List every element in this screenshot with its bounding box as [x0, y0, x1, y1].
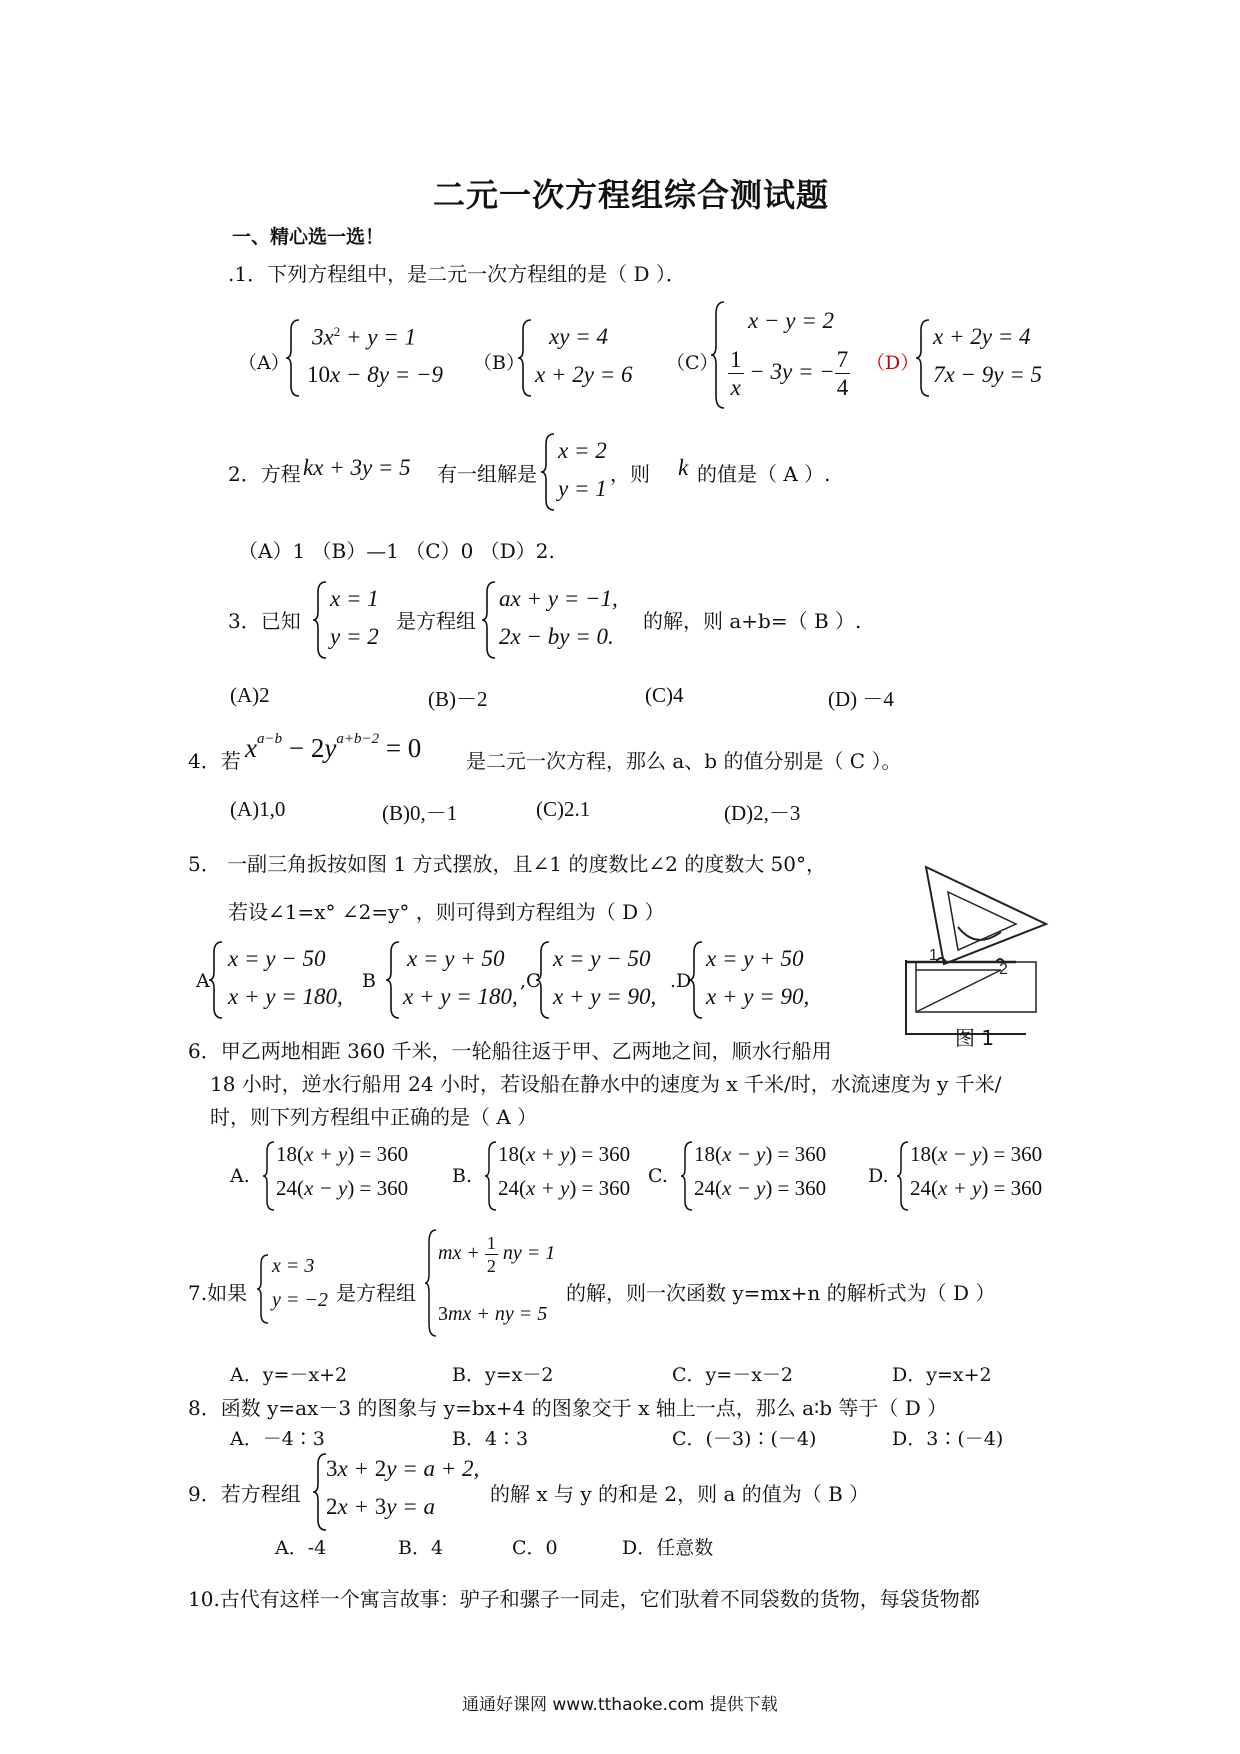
q4-option-c: (C)2.1: [536, 797, 591, 821]
page-title: 二元一次方程组综合测试题: [433, 176, 830, 214]
q4-option-a: (A)1,0: [230, 797, 286, 821]
q7-option-c: C．y=－x－2: [672, 1364, 793, 1386]
q9-option-b: B．4: [398, 1537, 444, 1559]
q1-label-b: （B）: [473, 352, 525, 374]
q2-stem-c: ，则: [610, 462, 650, 486]
q6-line-2: 18 小时，逆水行船用 24 小时，若设船在静水中的速度为 x 千米/时，水流速度为 y 千米/: [210, 1072, 1002, 1096]
q3-option-d: (D) －4: [828, 687, 894, 711]
q4-option-b: (B)0,－1: [382, 801, 458, 825]
q3-option-c: (C)4: [645, 683, 684, 707]
page-footer: 通通好课网 www.tthaoke.com 提供下载: [462, 1695, 778, 1715]
q8-option-a: A．－4∶3: [230, 1428, 325, 1450]
q4-stem-b: 是二元一次方程，那么 a、b 的值分别是（ C ）。: [466, 749, 902, 773]
q8-stem: 8．函数 y=ax－3 的图象与 y=bx+4 的图象交于 x 轴上一点，那么 a∶b 等于（ D ）: [188, 1396, 948, 1420]
q10-stem: 10.古代有这样一个寓言故事：驴子和骡子一同走，它们驮着不同袋数的货物，每袋货物都: [188, 1587, 980, 1611]
q5-label-d: .D: [670, 970, 692, 992]
q2-options: （A）1 （B）—1 （C）0 （D）2.: [238, 539, 555, 563]
figure-1-caption: 图 1: [955, 1026, 995, 1050]
q9-option-d: D．任意数: [622, 1537, 714, 1559]
figure-1-triangle-rulers: [896, 862, 1056, 1047]
q4-equation: $x^{a-b} - 2y^{a+b-2} = 0$: [245, 731, 422, 763]
q1-label-c: （C）: [666, 352, 719, 374]
q2-variable-k: k: [678, 455, 689, 480]
q3-stem-b: 是方程组: [396, 609, 476, 633]
section-heading: 一、精心选一选！: [232, 226, 385, 248]
q7-option-a: A．y=－x+2: [230, 1364, 348, 1386]
q6-label-b: B.: [452, 1165, 473, 1187]
q3-option-a: (A)2: [230, 683, 270, 707]
q2-equation: kx + 3y = 5: [303, 455, 411, 480]
q5-line-1: 5． 一副三角扳按如图 1 方式摆放，且∠1 的度数比∠2 的度数大 50°，: [188, 852, 827, 876]
q9-stem-b: 的解 x 与 y 的和是 2，则 a 的值为（ B ）: [490, 1482, 870, 1506]
q7-stem-a: 7.如果: [188, 1281, 248, 1305]
q6-label-c: C.: [648, 1165, 668, 1187]
q1-label-a: （A）: [238, 352, 290, 374]
q8-option-b: B．4∶3: [452, 1428, 529, 1450]
q6-label-d: D.: [868, 1165, 889, 1187]
q4-option-d: (D)2,－3: [724, 801, 801, 825]
q7-stem-b: 是方程组: [336, 1281, 416, 1305]
q5-label-c: ,C: [520, 970, 541, 992]
question-1-stem: .1．下列方程组中，是二元一次方程组的是（ D ）．: [228, 262, 686, 286]
q2-stem-b: 有一组解是: [437, 462, 537, 486]
q3-option-b: (B)－2: [428, 687, 488, 711]
q7-option-d: D．y=x+2: [892, 1364, 992, 1386]
q5-label-b: B: [362, 970, 376, 992]
q8-option-c: C．(－3)∶(－4): [672, 1428, 817, 1450]
q4-stem-a: 4．若: [188, 749, 241, 773]
q2-stem-a: 2．方程: [228, 462, 301, 486]
q5-line-2: 若设∠1=x° ∠2=y° ，则可得到方程组为（ D ）: [228, 900, 665, 924]
q8-option-d: D．3∶(－4): [892, 1428, 1004, 1450]
q7-stem-c: 的解，则一次函数 y=mx+n 的解析式为（ D ）: [566, 1281, 996, 1305]
q2-stem-d: 的值是（ A ）.: [697, 462, 831, 486]
q9-stem-a: 9．若方程组: [188, 1482, 301, 1506]
q9-option-c: C．0: [512, 1537, 558, 1559]
q3-stem-c: 的解，则 a+b=（ B ）.: [643, 609, 862, 633]
figure-1-drawing: [896, 862, 1056, 1047]
q1-label-d: （D）: [866, 352, 920, 374]
q5-label-a: A: [196, 970, 210, 992]
q3-stem-a: 3．已知: [228, 609, 301, 633]
q6-line-1: 6．甲乙两地相距 360 千米，一轮船往返于甲、乙两地之间，顺水行船用: [188, 1039, 832, 1063]
q6-line-3: 时，则下列方程组中正确的是（ A ）: [210, 1105, 538, 1129]
q9-option-a: A．-4: [275, 1537, 327, 1559]
figure-angle-label-2: 2: [999, 961, 1008, 978]
q7-option-b: B．y=x－2: [452, 1364, 554, 1386]
q6-label-a: A.: [230, 1165, 250, 1187]
figure-angle-label-1: 1: [929, 947, 938, 964]
